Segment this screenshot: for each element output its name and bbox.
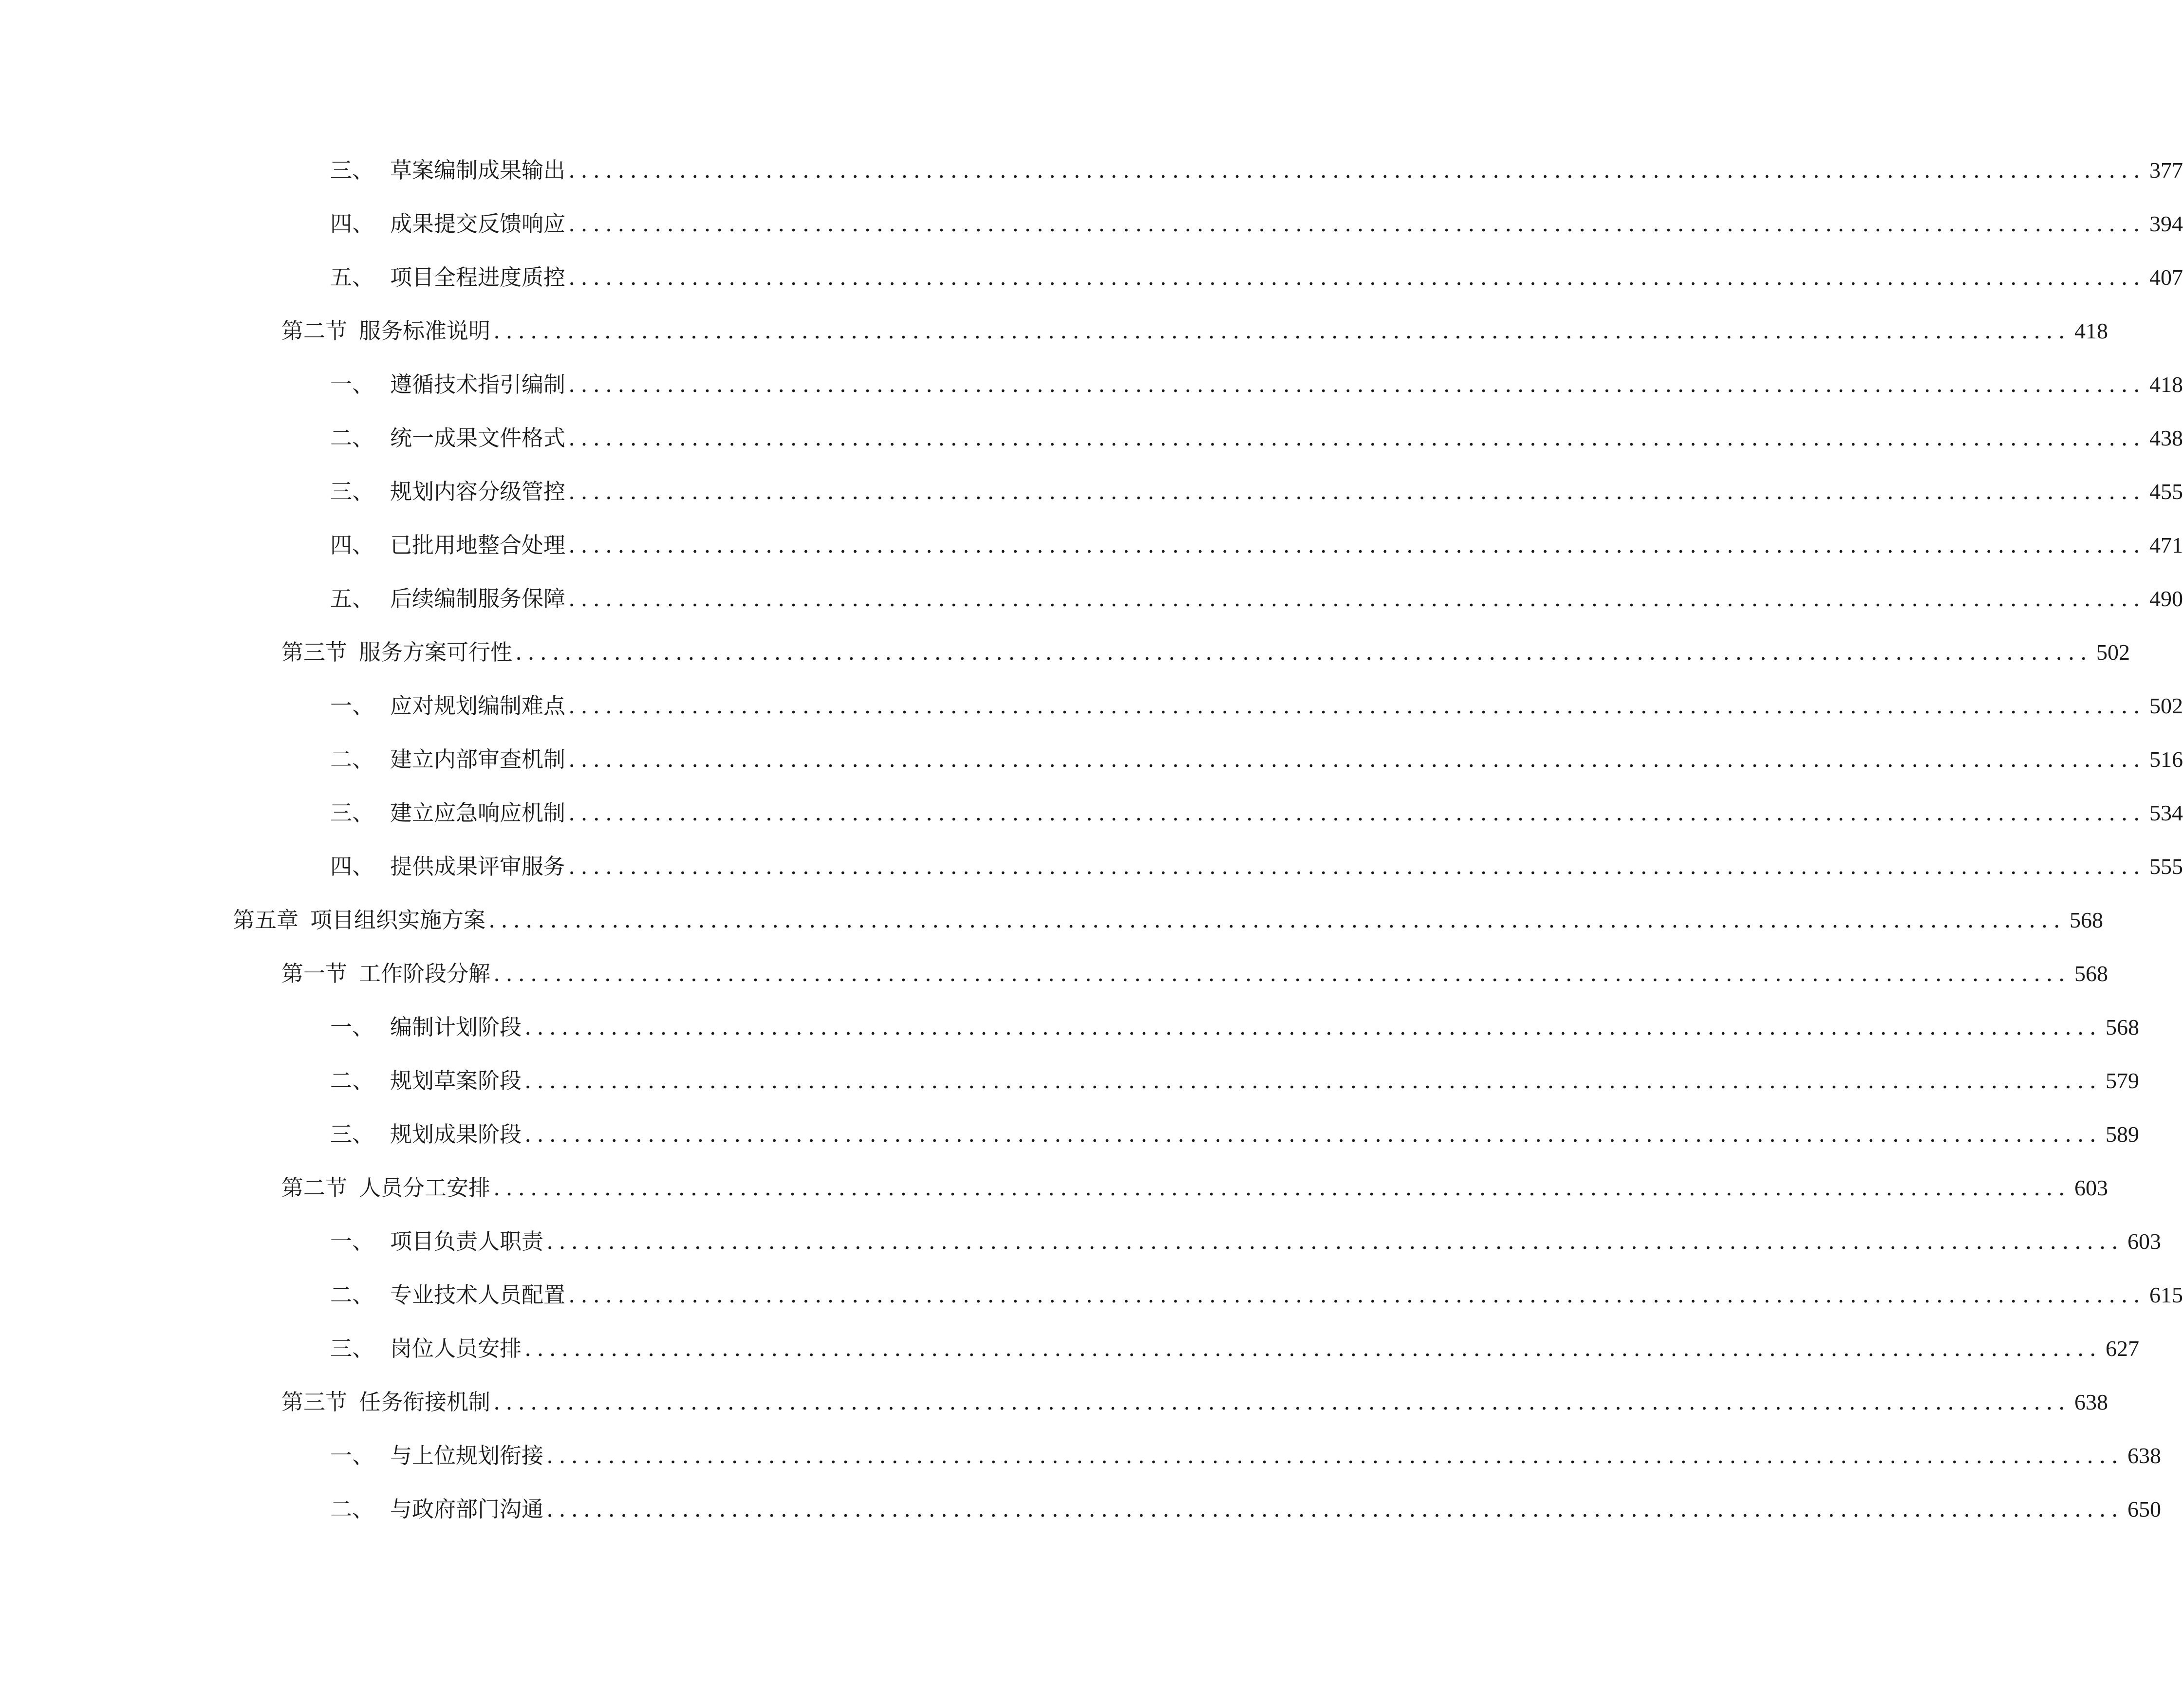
toc-entry-page-number: 407 [2149, 265, 2183, 290]
toc-entry-title: 岗位人员安排 [390, 1336, 522, 1361]
toc-entry-number: 二、 [330, 746, 374, 772]
toc-entry-page-number: 516 [2149, 747, 2183, 772]
toc-entry-title: 服务方案可行性 [359, 639, 513, 665]
toc-entry[interactable] [0, 1115, 2139, 1154]
toc-entry[interactable] [0, 1276, 2183, 1315]
toc-entry-number: 四、 [330, 211, 374, 237]
toc-entry[interactable] [0, 365, 2183, 404]
toc-entry[interactable] [0, 1169, 2108, 1207]
toc-entry[interactable] [0, 1436, 2161, 1475]
toc-entry-title: 建立应急响应机制 [390, 800, 566, 826]
toc-entry[interactable] [0, 579, 2183, 618]
dot-leader: ................................................................................................................................ [493, 318, 2071, 344]
toc-entry[interactable] [0, 1383, 2108, 1422]
dot-leader: ................................................................................................................................ [568, 586, 2146, 612]
dot-leader: ................................................................................................................................ [568, 479, 2146, 504]
toc-entry-title: 工作阶段分解 [359, 961, 491, 986]
toc-entry-number: 一、 [330, 371, 374, 397]
toc-entry-number: 第五章 [233, 907, 299, 933]
toc-entry[interactable] [0, 151, 2183, 190]
toc-entry-page-number: 418 [2074, 318, 2108, 343]
toc-entry-number: 一、 [330, 1228, 374, 1254]
dot-leader: ................................................................................................................................ [546, 1443, 2124, 1468]
dot-leader: ................................................................................................................................ [568, 264, 2146, 290]
toc-entry-title: 统一成果文件格式 [390, 425, 566, 451]
toc-entry-title: 任务衔接机制 [359, 1389, 491, 1415]
toc-entry-page-number: 555 [2149, 854, 2183, 879]
toc-entry-title: 后续编制服务保障 [390, 586, 566, 612]
toc-entry[interactable] [0, 526, 2183, 565]
dot-leader: ................................................................................................................................ [568, 211, 2146, 237]
toc-entry-page-number: 650 [2127, 1497, 2161, 1522]
toc-entry-page-number: 490 [2149, 586, 2183, 611]
toc-entry-number: 第一节 [281, 961, 348, 986]
toc-entry-number: 三、 [330, 800, 374, 826]
toc-entry-title: 与上位规划衔接 [390, 1443, 544, 1468]
dot-leader: ................................................................................................................................ [515, 639, 2092, 665]
toc-entry-title: 遵循技术指引编制 [390, 371, 566, 397]
toc-entry-number: 一、 [330, 1014, 374, 1040]
toc-entry-page-number: 579 [2105, 1068, 2139, 1093]
dot-leader: ................................................................................................................................ [568, 157, 2146, 183]
toc-entry-page-number: 438 [2149, 426, 2183, 450]
toc-entry-number: 二、 [330, 1068, 374, 1094]
dot-leader: ................................................................................................................................ [524, 1014, 2102, 1040]
toc-entry-number: 一、 [330, 693, 374, 719]
toc-entry-title: 规划成果阶段 [390, 1121, 522, 1147]
toc-entry-page-number: 638 [2127, 1443, 2161, 1468]
toc-entry-number: 三、 [330, 1336, 374, 1361]
toc-entry-title: 项目全程进度质控 [390, 264, 566, 290]
toc-entry-number: 五、 [330, 264, 374, 290]
toc-entry-title: 规划内容分级管控 [390, 479, 566, 504]
toc-entry[interactable] [0, 954, 2108, 993]
toc-entry-page-number: 568 [2105, 1015, 2139, 1040]
dot-leader: ................................................................................................................................ [546, 1496, 2124, 1522]
toc-entry-title: 与政府部门沟通 [390, 1496, 544, 1522]
toc-entry-number: 二、 [330, 1282, 374, 1308]
dot-leader: ................................................................................................................................ [524, 1121, 2102, 1147]
toc-entry-number: 三、 [330, 1121, 374, 1147]
toc-entry-title: 项目组织实施方案 [310, 907, 486, 933]
dot-leader: ................................................................................................................................ [493, 1389, 2071, 1415]
toc-entry-page-number: 502 [2149, 693, 2183, 718]
toc-entry-number: 三、 [330, 157, 374, 183]
toc-entry-number: 第二节 [281, 1175, 348, 1201]
toc-entry[interactable] [0, 258, 2183, 297]
toc-entry-title: 建立内部审查机制 [390, 746, 566, 772]
toc-entry-page-number: 471 [2149, 533, 2183, 557]
dot-leader: ................................................................................................................................ [568, 425, 2146, 451]
dot-leader: ................................................................................................................................ [568, 854, 2146, 879]
toc-entry-page-number: 615 [2149, 1282, 2183, 1307]
toc-entry[interactable] [0, 1329, 2139, 1368]
toc-entry-title: 人员分工安排 [359, 1175, 491, 1201]
toc-entry[interactable] [0, 687, 2183, 725]
toc-entry-title: 提供成果评审服务 [390, 854, 566, 879]
toc-entry[interactable] [0, 419, 2183, 458]
toc-entry-title: 应对规划编制难点 [390, 693, 566, 719]
toc-entry-page-number: 534 [2149, 800, 2183, 825]
dot-leader: ................................................................................................................................ [546, 1228, 2124, 1254]
toc-entry-number: 第三节 [281, 639, 348, 665]
toc-entry-page-number: 418 [2149, 372, 2183, 397]
toc-entry[interactable] [0, 1061, 2139, 1100]
toc-entry-number: 五、 [330, 586, 374, 612]
toc-entry-title: 草案编制成果输出 [390, 157, 566, 183]
dot-leader: ................................................................................................................................ [493, 1175, 2071, 1201]
toc-entry-number: 二、 [330, 1496, 374, 1522]
toc-entry-title: 专业技术人员配置 [390, 1282, 566, 1308]
toc-entry-title: 成果提交反馈响应 [390, 211, 566, 237]
toc-entry-number: 四、 [330, 532, 374, 558]
toc-entry-number: 第三节 [281, 1389, 348, 1415]
toc-entry-number: 四、 [330, 854, 374, 879]
toc-entry[interactable] [0, 1008, 2139, 1047]
toc-entry-page-number: 589 [2105, 1122, 2139, 1147]
toc-entry[interactable] [0, 204, 2183, 243]
toc-entry-page-number: 627 [2105, 1336, 2139, 1361]
toc-entry[interactable] [0, 633, 2130, 672]
toc-entry[interactable] [0, 794, 2183, 833]
dot-leader: ................................................................................................................................ [568, 1282, 2146, 1308]
toc-entry-number: 一、 [330, 1443, 374, 1468]
toc-entry-number: 三、 [330, 479, 374, 504]
toc-entry-page-number: 377 [2149, 158, 2183, 183]
dot-leader: ................................................................................................................................ [568, 800, 2146, 826]
toc-entry-title: 服务标准说明 [359, 318, 491, 344]
toc-entry-title: 项目负责人职责 [390, 1228, 544, 1254]
toc-entry-page-number: 638 [2074, 1390, 2108, 1414]
dot-leader: ................................................................................................................................ [568, 532, 2146, 558]
dot-leader: ................................................................................................................................ [568, 693, 2146, 719]
toc-entry-title: 规划草案阶段 [390, 1068, 522, 1094]
toc-entry[interactable] [0, 1222, 2161, 1261]
toc-entry-page-number: 502 [2096, 640, 2130, 665]
dot-leader: ................................................................................................................................ [524, 1068, 2102, 1094]
toc-entry[interactable] [0, 847, 2183, 886]
dot-leader: ................................................................................................................................ [493, 961, 2071, 986]
toc-entry-page-number: 603 [2127, 1229, 2161, 1254]
dot-leader: ................................................................................................................................ [488, 907, 2066, 933]
toc-entry-title: 已批用地整合处理 [390, 532, 566, 558]
toc-entry[interactable] [0, 901, 2103, 940]
dot-leader: ................................................................................................................................ [568, 371, 2146, 397]
toc-entry[interactable] [0, 312, 2108, 351]
toc-entry-number: 二、 [330, 425, 374, 451]
toc-entry[interactable] [0, 1490, 2161, 1529]
toc-entry[interactable] [0, 740, 2183, 779]
toc-entry-page-number: 568 [2074, 961, 2108, 986]
toc-entry[interactable] [0, 472, 2183, 511]
dot-leader: ................................................................................................................................ [524, 1336, 2102, 1361]
toc-entry-number: 第二节 [281, 318, 348, 344]
dot-leader: ................................................................................................................................ [568, 746, 2146, 772]
toc-entry-page-number: 603 [2074, 1175, 2108, 1200]
toc-entry-page-number: 455 [2149, 479, 2183, 504]
toc-entry-title: 编制计划阶段 [390, 1014, 522, 1040]
toc-entry-page-number: 568 [2069, 908, 2103, 932]
toc-entry-page-number: 394 [2149, 211, 2183, 236]
